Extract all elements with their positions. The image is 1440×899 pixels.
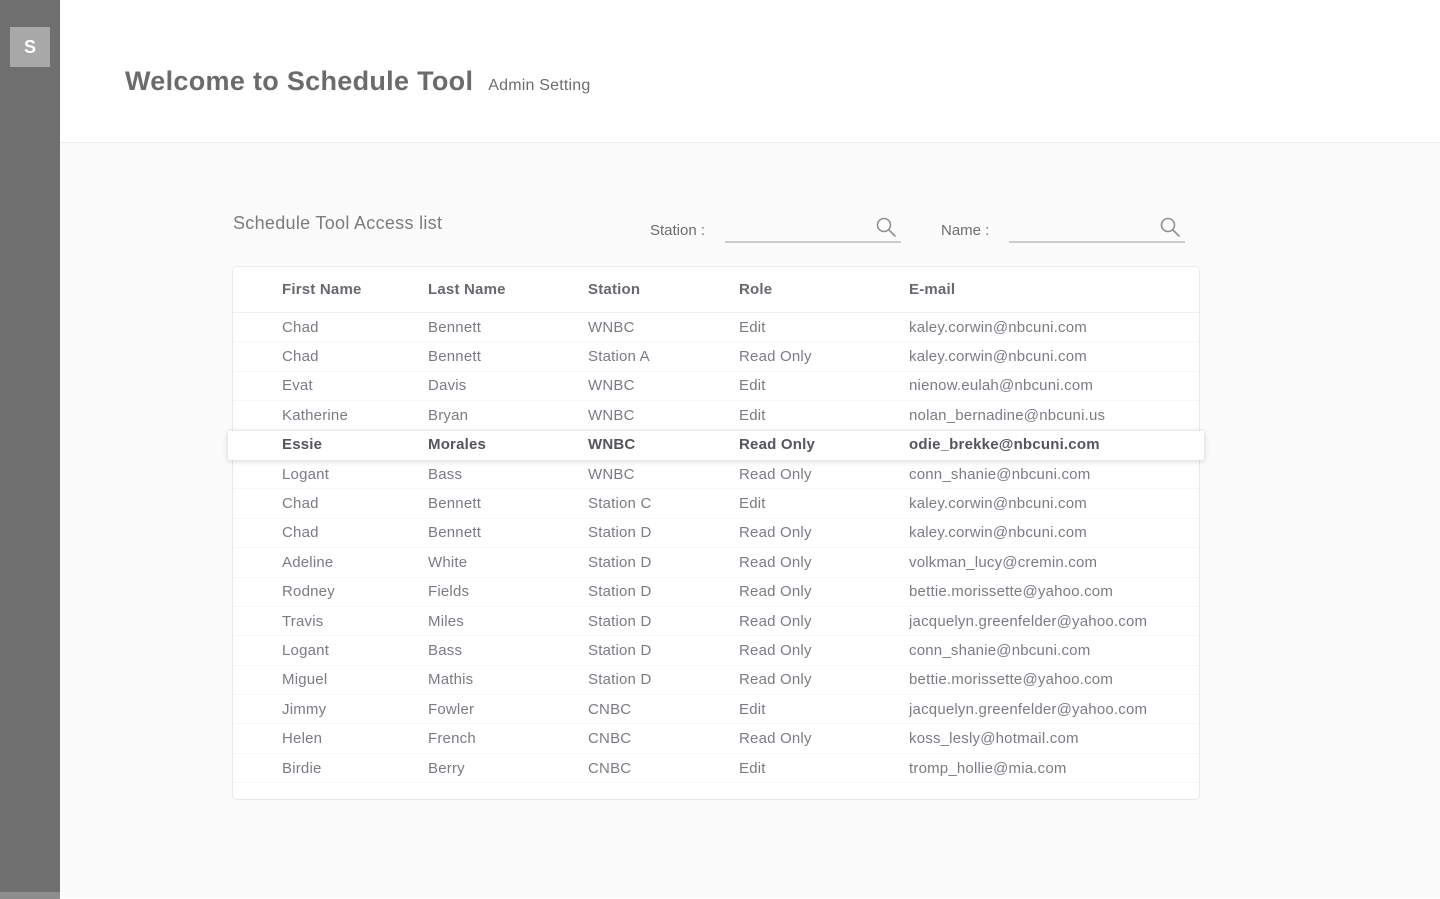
- table-cell: Read Only: [739, 524, 812, 542]
- table-row[interactable]: [233, 460, 1199, 489]
- name-filter: [941, 215, 1185, 243]
- table-cell: Station C: [588, 495, 652, 513]
- table-cell: Bass: [428, 641, 463, 659]
- table-cell: Read Only: [739, 465, 812, 483]
- table-cell: nienow.eulah@nbcuni.com: [909, 377, 1094, 395]
- search-icon[interactable]: [873, 215, 899, 241]
- section-title: Schedule Tool Access list: [233, 213, 443, 233]
- table-cell: conn_shanie@nbcuni.com: [909, 465, 1091, 483]
- table-cell: Station A: [588, 348, 650, 366]
- table-cell: Chad: [282, 348, 319, 366]
- name-filter-field: [1009, 215, 1185, 243]
- table-row-highlighted[interactable]: [228, 431, 1204, 460]
- station-filter: [650, 215, 901, 243]
- table-row[interactable]: [233, 666, 1199, 695]
- table-cell: nolan_bernadine@nbcuni.us: [909, 406, 1106, 424]
- table-cell: Read Only: [739, 612, 812, 630]
- table-cell: Birdie: [282, 759, 322, 777]
- table-cell: Logant: [282, 641, 330, 659]
- column-header: E-mail: [909, 281, 956, 298]
- app-logo-letter: S: [23, 36, 36, 57]
- table-cell: Read Only: [739, 730, 812, 748]
- table-cell: Edit: [739, 406, 766, 424]
- table-cell: Bennett: [428, 495, 482, 513]
- top-header: [60, 0, 1440, 143]
- table-cell: Read Only: [739, 553, 812, 571]
- table-cell: Fields: [428, 583, 470, 601]
- table-cell: bettie.morissette@yahoo.com: [909, 671, 1114, 689]
- table-cell: CNBC: [588, 759, 632, 777]
- table-row[interactable]: [233, 636, 1199, 665]
- table-cell: Travis: [282, 612, 324, 630]
- table-cell: tromp_hollie@mia.com: [909, 759, 1067, 777]
- table-cell: Bennett: [428, 318, 482, 336]
- table-cell: jacquelyn.greenfelder@yahoo.com: [909, 612, 1148, 630]
- table-cell: Station D: [588, 671, 652, 689]
- table-cell: Miguel: [282, 671, 328, 689]
- column-header: Last Name: [428, 281, 506, 298]
- column-header: Station: [588, 281, 641, 298]
- table-cell: Edit: [739, 377, 766, 395]
- page-title: Welcome to Schedule Tool: [125, 66, 474, 96]
- table-cell: Bennett: [428, 524, 482, 542]
- table-cell: Logant: [282, 465, 330, 483]
- table-cell: Edit: [739, 318, 766, 336]
- title-row: [125, 66, 590, 97]
- station-filter-label: Station :: [650, 222, 706, 239]
- table-row[interactable]: [233, 519, 1199, 548]
- table-cell: Morales: [428, 436, 487, 454]
- name-filter-label: Name :: [941, 222, 990, 239]
- table-cell: conn_shanie@nbcuni.com: [909, 641, 1091, 659]
- table-cell: Station D: [588, 524, 652, 542]
- table-row[interactable]: [233, 372, 1199, 401]
- table-cell: Read Only: [739, 436, 815, 454]
- table-cell: odie_brekke@nbcuni.com: [909, 436, 1100, 454]
- table-cell: Miles: [428, 612, 465, 630]
- column-header: Role: [739, 281, 773, 298]
- table-cell: Chad: [282, 318, 319, 336]
- table-cell: WNBC: [588, 377, 635, 395]
- table-cell: Read Only: [739, 583, 812, 601]
- table-cell: Read Only: [739, 348, 812, 366]
- table-cell: Katherine: [282, 406, 349, 424]
- table-cell: Adeline: [282, 553, 334, 571]
- table-cell: kaley.corwin@nbcuni.com: [909, 495, 1087, 513]
- page-subtitle: Admin Setting: [488, 77, 591, 94]
- table-header-row: [233, 267, 1199, 313]
- table-cell: Edit: [739, 700, 766, 718]
- table-cell: Berry: [428, 759, 465, 777]
- table-cell: Fowler: [428, 700, 475, 718]
- table-cell: Bennett: [428, 348, 482, 366]
- table-cell: Chad: [282, 495, 319, 513]
- table-cell: Station D: [588, 612, 652, 630]
- table-row[interactable]: [233, 578, 1199, 607]
- table-body: [233, 313, 1199, 783]
- table-row[interactable]: [233, 695, 1199, 724]
- table-row[interactable]: [233, 607, 1199, 636]
- table-cell: French: [428, 730, 476, 748]
- table-cell: kaley.corwin@nbcuni.com: [909, 318, 1087, 336]
- column-header: First Name: [282, 281, 362, 298]
- access-list-table: [232, 266, 1200, 800]
- table-cell: Davis: [428, 377, 467, 395]
- table-cell: Station D: [588, 553, 652, 571]
- app-logo[interactable]: [10, 27, 50, 67]
- table-row[interactable]: [233, 342, 1199, 371]
- table-row[interactable]: [233, 401, 1199, 430]
- table-cell: Jimmy: [282, 700, 327, 718]
- content-area: [60, 143, 1440, 898]
- table-cell: Mathis: [428, 671, 474, 689]
- table-cell: Essie: [282, 436, 323, 454]
- table-row[interactable]: [233, 489, 1199, 518]
- table-cell: Evat: [282, 377, 313, 395]
- table-cell: CNBC: [588, 730, 632, 748]
- sidebar: [0, 0, 60, 899]
- table-cell: kaley.corwin@nbcuni.com: [909, 348, 1087, 366]
- table-cell: koss_lesly@hotmail.com: [909, 730, 1079, 748]
- station-search-input[interactable]: [725, 217, 873, 241]
- table-cell: Edit: [739, 759, 766, 777]
- sidebar-footer: [0, 892, 60, 899]
- table-cell: kaley.corwin@nbcuni.com: [909, 524, 1087, 542]
- table-cell: Read Only: [739, 641, 812, 659]
- table-cell: WNBC: [588, 318, 635, 336]
- table-cell: Rodney: [282, 583, 335, 601]
- table-cell: WNBC: [588, 436, 636, 454]
- table-row[interactable]: [233, 724, 1199, 753]
- table-row[interactable]: [233, 754, 1199, 783]
- name-search-input[interactable]: [1009, 217, 1157, 241]
- table-cell: Bass: [428, 465, 463, 483]
- table-cell: bettie.morissette@yahoo.com: [909, 583, 1114, 601]
- table-cell: WNBC: [588, 406, 635, 424]
- table-cell: WNBC: [588, 465, 635, 483]
- table-cell: volkman_lucy@cremin.com: [909, 553, 1098, 571]
- table-cell: Edit: [739, 495, 766, 513]
- station-filter-field: [725, 215, 901, 243]
- table-row[interactable]: [233, 313, 1199, 342]
- table-cell: Station D: [588, 641, 652, 659]
- table-cell: Chad: [282, 524, 319, 542]
- table-cell: Helen: [282, 730, 323, 748]
- table-cell: jacquelyn.greenfelder@yahoo.com: [909, 700, 1148, 718]
- table-cell: Station D: [588, 583, 652, 601]
- main-area: [60, 0, 1440, 899]
- table-cell: CNBC: [588, 700, 632, 718]
- table-cell: Read Only: [739, 671, 812, 689]
- search-icon[interactable]: [1157, 215, 1183, 241]
- table-row[interactable]: [233, 548, 1199, 577]
- table-cell: Bryan: [428, 406, 469, 424]
- table-cell: White: [428, 553, 468, 571]
